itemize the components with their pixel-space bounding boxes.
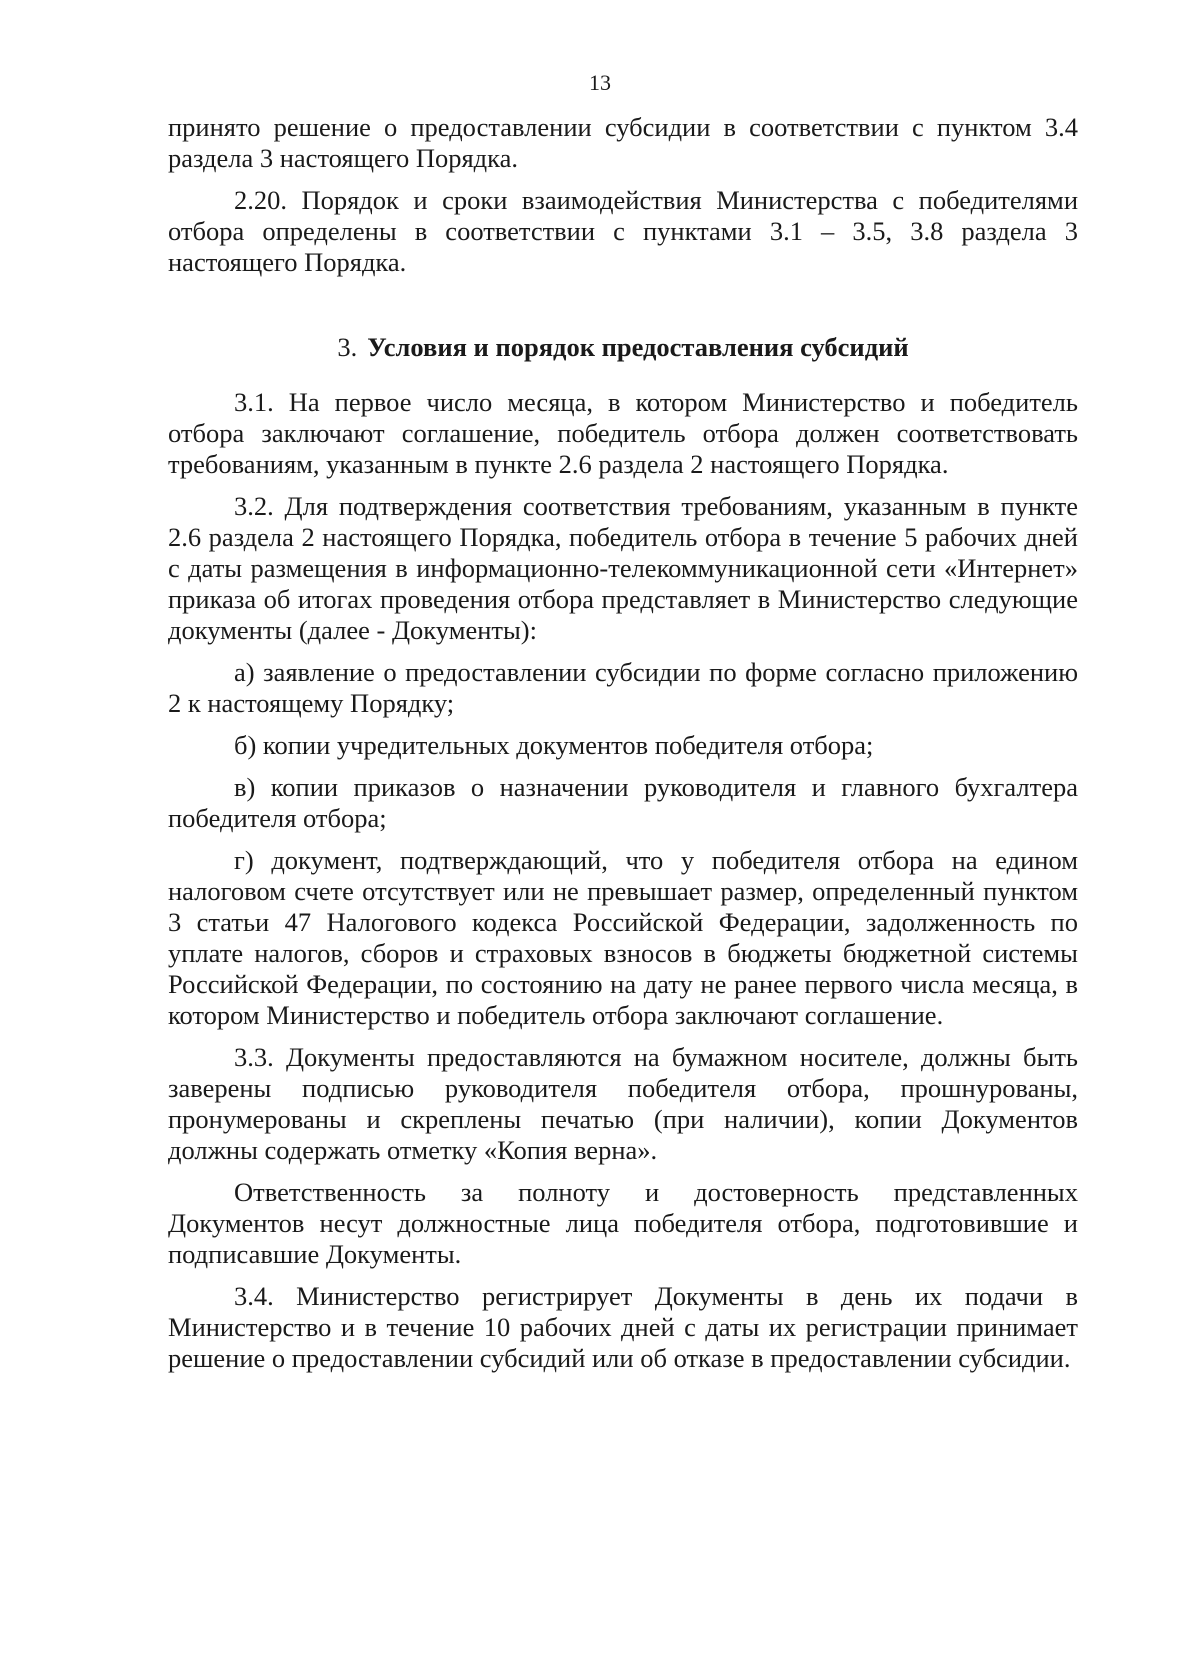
section-3-title: Условия и порядок предоставления субсидий bbox=[367, 332, 909, 362]
page-number: 13 bbox=[589, 70, 611, 95]
paragraph-3-2: 3.2. Для подтверждения соответствия требованиям, указанным в пункте 2.6 раздела 2 настоящего Порядка, победитель отбора в течение 5 рабочих дней с даты размещения в информационно-телекоммуникационной сети «Интернет» приказа об итогах проведения отбора представляет в Министерство следующие документы (далее - Документы): bbox=[168, 491, 1078, 645]
paragraph-responsibility: Ответственность за полноту и достоверность представленных Документов несут должностные лица победителя отбора, подготовившие и подписавшие Документы. bbox=[168, 1177, 1078, 1269]
document-body bbox=[168, 112, 1078, 1385]
section-3-heading bbox=[168, 332, 1078, 363]
list-item-b: б) копии учредительных документов победителя отбора; bbox=[234, 730, 874, 760]
paragraph-continuation: принято решение о предоставлении субсидии в соответствии с пунктом 3.4 раздела 3 настоящего Порядка. bbox=[168, 112, 1078, 173]
paragraph-3-3: 3.3. Документы предоставляются на бумажном носителе, должны быть заверены подписью руководителя победителя отбора, прошнурованы, пронумерованы и скреплены печатью (при наличии), копии Документов должны содержать отметку «Копия верна». bbox=[168, 1042, 1078, 1165]
paragraph-3-1: 3.1. На первое число месяца, в котором Министерство и победитель отбора заключают соглашение, победитель отбора должен соответствовать требованиям, указанным в пункте 2.6 раздела 2 настоящего Порядка. bbox=[168, 387, 1078, 479]
list-item-g: г) документ, подтверждающий, что у победителя отбора на едином налоговом счете отсутствует или не превышает размер, определенный пунктом 3 статьи 47 Налогового кодекса Российской Федерации, задолженность по уплате налогов, сборов и страховых взносов в бюджеты бюджетной системы Российской Федерации, по состоянию на дату не ранее первого числа месяца, в котором Министерство и победитель отбора заключают соглашение. bbox=[168, 845, 1078, 1030]
paragraph-3-4: 3.4. Министерство регистрирует Документы в день их подачи в Министерство и в течение 10 рабочих дней с даты их регистрации принимает решение о предоставлении субсидий или об отказе в предоставлении субсидии. bbox=[168, 1281, 1078, 1373]
paragraph-2-20: 2.20. Порядок и сроки взаимодействия Министерства с победителями отбора определены в соответствии с пунктами 3.1 – 3.5, 3.8 раздела 3 настоящего Порядка. bbox=[168, 185, 1078, 277]
section-3-number: 3. bbox=[337, 332, 358, 362]
list-item-v: в) копии приказов о назначении руководителя и главного бухгалтера победителя отбора; bbox=[168, 772, 1078, 833]
list-item-a: а) заявление о предоставлении субсидии по форме согласно приложению 2 к настоящему Порядку; bbox=[168, 657, 1078, 718]
